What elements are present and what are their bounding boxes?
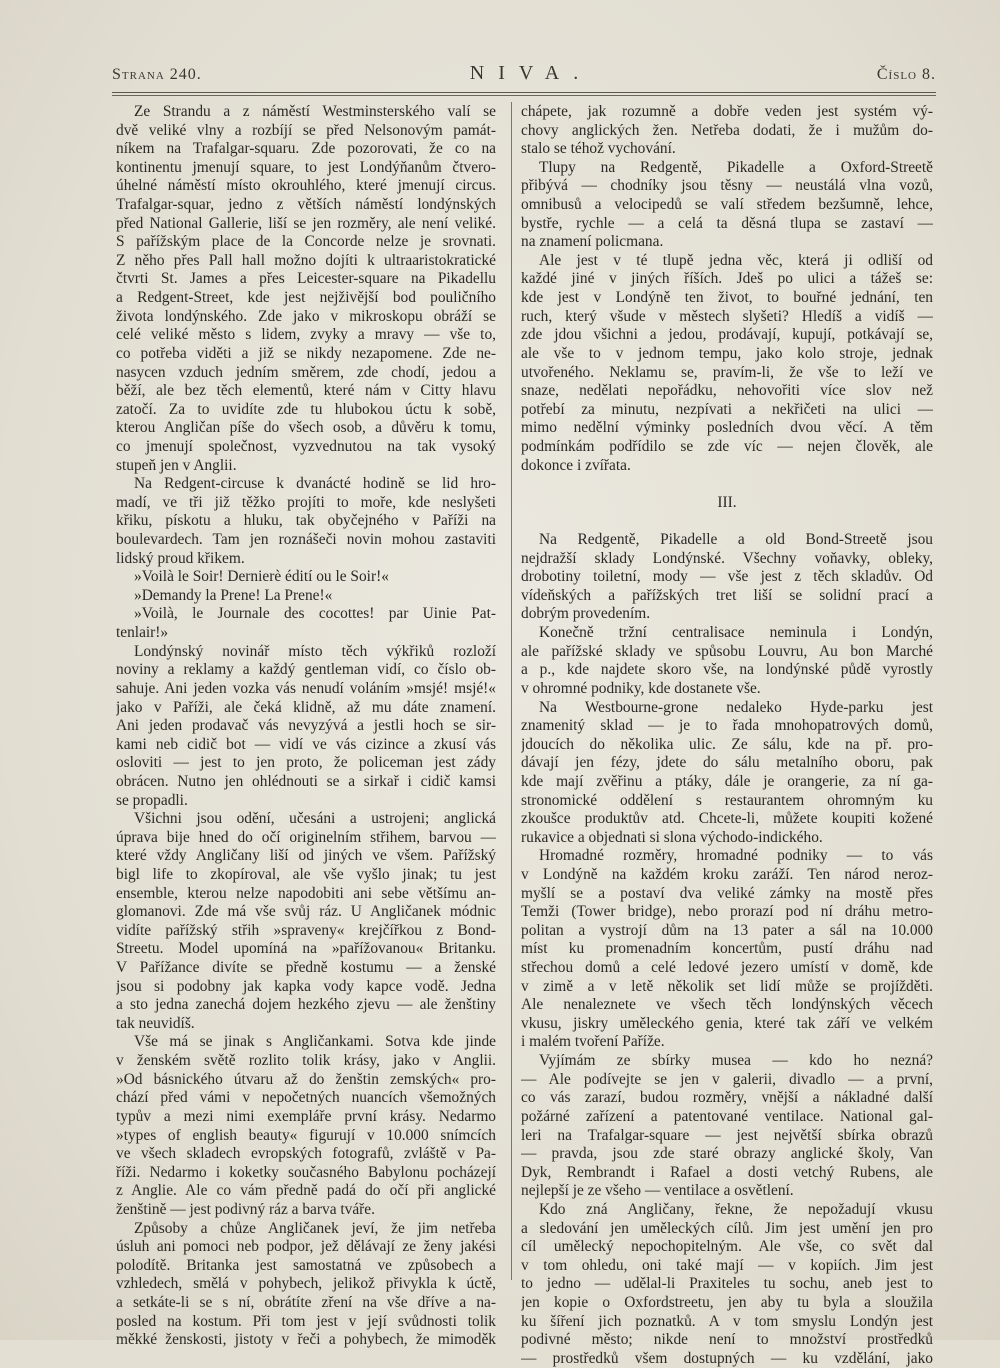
text-line: míst ku promenadním koncertům, pustí dráhu nad: [521, 940, 933, 958]
text-line: jen kopie o Oxfordstreetu, jen aby tu byla a sloužila: [521, 1294, 933, 1311]
text-line: jako v Paříži, ale čeká klidně, až mu dáte znamení.: [116, 698, 496, 716]
text-line: glomanovi. Zde má vše svůj ráz. U Angličanek módnic: [116, 903, 496, 921]
page-header: [112, 62, 936, 88]
text-line: madí, ve tři již těžko projíti to moře, kde neslyšeti: [116, 493, 496, 511]
text-line: boulevardech. Tam jen roznášeči novin mohou zastaviti: [116, 531, 496, 549]
issue-number: Číslo 8.: [876, 66, 936, 83]
text-line: stronomické oddělení s restaurantem ohromným ku: [521, 791, 933, 809]
right-column: [521, 103, 933, 1368]
text-line: Dyk, Rembrandt i Rafael a dosti vetchý Rubens, ale: [521, 1163, 933, 1181]
text-line: a Redgent-Street, kde jest nejživější bod pouličního: [116, 289, 496, 307]
text-line: ku šíření jich poznatků. A v tom smyslu Londýn jest: [521, 1312, 933, 1330]
text-line: Z něho přes Pall hall možno dojíti k ultraaristokratické: [116, 251, 496, 269]
text-line: měkké ženskosti, jistoty v řeči a pohybech, že mimoděk: [116, 1331, 496, 1349]
text-line: ale vše to v jednom tempu, jako kolo stroje, jednak: [521, 344, 933, 362]
text-line: kami neb cidič bot — vidí ve vás cizince a zkusí vás: [116, 735, 496, 753]
text-line: ensemble, kterou nelze napodobiti ani sebe většímu an-: [116, 884, 496, 902]
text-line: drobotiny toiletní, mody — vše jest z těch skladův. Od: [521, 568, 933, 586]
text-line: a sledování jen uměleckých cílů. Jim jest umění jen pro: [521, 1219, 933, 1237]
text-line: nasycen vzduch jedním směrem, zde chodí, jedou a: [116, 363, 496, 381]
text-line: potřebí za minutu, nezpívati a nekřičeti na ulici —: [521, 400, 933, 418]
text-line: a sto jedna zanechá dojem hezkého zjevu — ale ženštiny: [116, 996, 496, 1014]
text-line: chází před vámi v nepočetných nuancích všemožných: [116, 1089, 496, 1107]
text-line: polodítě. Britanka jest samostatná ve způsobech a: [116, 1256, 496, 1274]
text-line: cíl umělecký nepochopitelným. Ale vše, co svět dal: [521, 1238, 933, 1256]
text-line: »Voilà le Soir! Dernierè édití ou le Soir!«: [134, 568, 389, 586]
text-line: tak neuvidíš.: [116, 1014, 195, 1032]
text-line: osloviti — jest to jen proto, že policeman jest zády: [116, 754, 496, 772]
text-line: — prostředků všem dostupných — ku vzdělání, jako: [521, 1349, 933, 1367]
text-line: »Voilà, le Journale des cocottes! par Uinie Pat-: [134, 605, 496, 623]
text-line: noviny a reklamy a každý gentleman vidí, co číslo ob-: [116, 661, 496, 679]
left-column: [116, 103, 496, 1350]
text-line: se propadli.: [116, 791, 188, 809]
text-line: omnibusů a velocipedů se valí středem bezšumně, lehce,: [521, 196, 933, 214]
text-line: na znamení policmana.: [521, 233, 664, 251]
text-line: Kdo zná Angličany, řekne, že nepožadují vkusu: [539, 1200, 933, 1218]
text-line: vkusu, jiskry uměleckého genia, které tak září ve velkém: [521, 1014, 933, 1032]
text-line: Trafalgar-squar, jedno z větších náměstí londýnských: [116, 196, 496, 214]
text-line: tenlair!»: [116, 624, 169, 642]
text-line: Ze Strandu a z náměstí Westminsterského valí se: [134, 103, 496, 120]
text-line: — Ale podívejte se jen v galerii, divadlo — a první,: [521, 1070, 933, 1088]
text-line: to jedno — udělal-li Praxiteles tu sochu, aneb jest to: [521, 1275, 933, 1293]
text-line: mimo nedělní výminky posledních dvou věcí. A těm: [521, 419, 933, 437]
text-line: ženštině — jest podivný ráz a barva tváře.: [116, 1200, 375, 1218]
text-line: dvě veliké vlny a rozbíjí se před Nelsonovým památ-: [116, 121, 496, 139]
text-line: co potřeba viděti a již se nikdy nezapomene. Zde ne-: [116, 344, 496, 362]
text-line: Londýnský novinář místo těch výkřiků rozloží: [134, 642, 496, 660]
text-line: přibývá — chodníky jsou těsny — neustálá vlna vozů,: [521, 177, 933, 195]
text-line: Temži (Tower bridge), nebo prorazí pod ní dráhu metro-: [521, 903, 933, 921]
text-line: stalo se téhož vychování.: [521, 140, 676, 158]
text-line: co jmenují společnost, vyzvednutou na tak vysoký: [116, 437, 496, 455]
text-line: Tlupy na Redgentě, Pikadelle a Oxford-Streetě: [539, 158, 933, 176]
text-line: Vyjímám ze sbírky musea — kdo ho nezná?: [539, 1052, 933, 1070]
text-line: podivné město; nikde není to množství prostředků: [521, 1331, 933, 1349]
text-line: co vás zarazí, budou rozměry, vnější a nákladné další: [521, 1089, 933, 1107]
text-line: čtvrti St. James a přes Leicester-square na Pikadellu: [116, 270, 496, 288]
text-line: obrácen. Nutno jen ohlédnouti se a sirkař i cidič kamsi: [116, 772, 496, 790]
text-line: zatočí. Za to uvidíte zde tu hlubokou úctu k sobě,: [116, 400, 496, 418]
text-line: dokonce i zvířata.: [521, 456, 631, 474]
text-line: [521, 475, 933, 494]
text-line: ve všech skladech evropských fotografů, zvláště v Pa-: [116, 1145, 496, 1163]
text-line: Hromadné rozměry, hromadné podniky — to vás: [539, 847, 933, 865]
text-line: Ale nenaleznete ve všech těch londýnských věcech: [521, 996, 933, 1014]
text-line: v tom ohledu, oni také mají — v kopiích. Jim jest: [521, 1256, 933, 1274]
text-line: každé jiné v jiných říších. Jdeš po ulici a tážeš se:: [521, 270, 933, 288]
text-line: v ohromné podniky, kde dostanete vše.: [521, 679, 761, 697]
text-line: a p., kde najdete skoro vše, na londýnské půdě vyrostly: [521, 661, 933, 679]
text-line: Všichni jsou odění, učesáni a ustrojeni; anglická: [134, 810, 496, 828]
text-line: »types of english beauty« figurují v 10.000 snímcích: [116, 1126, 496, 1144]
column-divider: [511, 102, 512, 1280]
text-line: vzhledech, smělá v pohybech, jelikož přivykla k úctě,: [116, 1275, 496, 1293]
text-line: sahuje. Ani jeden vozka vás nenudí voláním »msjé! msjé!«: [116, 679, 496, 697]
text-line: bystře, rychle — a celá ta děsná tlupa se zastaví —: [521, 214, 933, 232]
text-line: kterou Angličan píše do všech osob, a důvěru k tomu,: [116, 419, 496, 437]
text-line: úsluh ani pomoci neb podpor, jež dělávají ze ženy jakési: [116, 1238, 496, 1256]
text-line: Vše má se jinak s Angličankami. Sotva kde jinde: [134, 1033, 496, 1051]
text-line: v Londýně na každém kroku zaráží. Ten národ neroz-: [521, 865, 933, 883]
text-line: v ženském světě rozlito tolik krásy, jako v Anglii.: [116, 1052, 496, 1070]
text-line: celé veliké město s lidem, zvyky a mravy — vše to,: [116, 326, 496, 344]
text-line: Ani jeden prodavač vás nevyzývá a jestli hoch se sir-: [116, 717, 496, 735]
text-line: kde jest v Londýně ten život, to bouřné jednání, ten: [521, 289, 933, 307]
text-line: nejlepší je ze všeho — ventilace a osvětlení.: [521, 1182, 794, 1200]
header-rule: [112, 92, 936, 96]
text-line: i malém tvoření Paříže.: [521, 1033, 665, 1051]
text-line: kontinentu jmenují square, to jest Londýňanům čtvero-: [116, 158, 496, 176]
text-line: — pravda, jsou zde staré obrazy anglické školy, Van: [521, 1145, 933, 1163]
text-line: posled na kostum. Při tom jest v její svůdnosti tolik: [116, 1312, 496, 1330]
text-line: znamenitý sklad — je to řada mnohopatrových domů,: [521, 717, 933, 735]
text-line: vidíte pařížský střih »spraveny« krejčířkou z Bond-: [116, 921, 496, 939]
text-line: zkoušce produktův atd. Chcete-li, můžete koupiti kožené: [521, 810, 933, 828]
text-line: typův a mezi nimi exempláře první krásy. Nedarmo: [116, 1107, 496, 1125]
text-line: podmínkám podřídilo se zde víc — nejen člověk, ale: [521, 437, 933, 455]
text-line: dobrým provedením.: [521, 605, 651, 623]
text-line: leri na Trafalgar-square — jest největší sbírka obrazů: [521, 1126, 933, 1144]
text-line: střechou domů a celé ledové jezero umístí v domě, kde: [521, 959, 933, 977]
text-line: »Od básnického útvaru až do ženštin zemských« pro-: [116, 1070, 496, 1088]
text-line: a setkáte-li se s ní, obrátíte zření na vše dříve a na-: [116, 1294, 496, 1311]
text-line: v zimě a v letě několik set lidí může se projížděti.: [521, 977, 933, 995]
text-line: zde jdou všichni a jedou, prodávají, kupují, potkávají se,: [521, 326, 933, 344]
text-line: jsou si podobny jak kapka vody kapce vodě. Jedna: [116, 977, 496, 995]
text-line: lidský proud křikem.: [116, 549, 245, 567]
text-line: říži. Nedarmo i koketky současného Babylonu pocházejí: [116, 1163, 496, 1181]
text-line: V Pařížance divíte se předně kostumu — a ženské: [116, 959, 496, 977]
page-number: Strana 240.: [112, 66, 202, 83]
journal-title: NIVA.: [469, 62, 593, 84]
text-line: níkem na Trafalgar-squaru. Zde pozorovati, že co na: [116, 140, 496, 158]
text-line: jdoucích do několika ulic. Ze sálu, kde na př. pro-: [521, 735, 933, 753]
text-line: utvořeného. Neklamu se, pravím-li, že vše to leží ve: [521, 363, 933, 381]
text-line: Na Westbourne-grone nedaleko Hyde-parku jest: [539, 698, 933, 716]
text-line: úprava bije hned do očí originelním střihem, barvou —: [116, 828, 496, 846]
text-line: vídeňských a pařížských tret liší se solidní prací a: [521, 586, 933, 604]
text-line: běží, ale bez těch elementů, které nám v Citty hlavu: [116, 382, 496, 400]
text-line: rukavice a objednati si slona východo-indického.: [521, 828, 823, 846]
text-line: stupeň jen v Anglii.: [116, 456, 237, 474]
text-line: ale pařížské sklady ve spůsobu Louvru, Au bon Marché: [521, 642, 933, 660]
text-line: Na Redgent-circuse k dvanácté hodině se lid hro-: [134, 475, 496, 493]
text-line: chovy anglických žen. Netřeba dodati, že i mužům do-: [521, 121, 933, 139]
text-line: politan a vystrojí dům na 13 pater a sál na 10.000: [521, 921, 933, 939]
text-line: [521, 512, 933, 531]
text-line: života londýnského. Zde jako v mikroskopu obráží se: [116, 307, 496, 325]
text-line: nejdražší sklady Londýnské. Všechny voňavky, obleky,: [521, 549, 933, 567]
text-line: z Anglie. Ale co vám předně padá do očí při anglické: [116, 1182, 496, 1200]
text-line: Způsoby a chůze Angličanek jeví, že jim netřeba: [134, 1219, 496, 1237]
text-line: křiku, pískotu a hluku, tak obyčejného v Paříži na: [116, 512, 496, 530]
text-line: snaze, nedělati nepořádku, nehovořiti více slov než: [521, 382, 933, 400]
text-line: myšlí se a postaví dva veliké zámky na mostě přes: [521, 884, 933, 902]
text-line: úhelné náměstí místo okrouhlého, které jmenují circus.: [116, 177, 496, 195]
text-line: požárné zařízení a patentované ventilace. National gal-: [521, 1107, 933, 1125]
text-line: Ale jest v té tlupě jedna věc, která ji odliší od: [539, 251, 933, 269]
text-line: Na Redgentě, Pikadelle a old Bond-Streetě jsou: [539, 531, 933, 549]
text-line: před National Gallerie, liší se jen rozměry, ale není veliké.: [116, 214, 496, 232]
text-line: ruch, který všude v městech slyšeti? Hledíš a vidíš —: [521, 307, 933, 325]
text-line: chápete, jak rozumně a dobře veden jest systém vý-: [521, 103, 933, 120]
text-line: které vždy Angličany liší od jiných ve všem. Pařížský: [116, 847, 496, 865]
section-heading: III.: [717, 493, 737, 511]
text-line: »Demandy la Prene! La Prene!«: [134, 586, 333, 604]
text-line: S pařížským place de la Concorde nelze je srovnati.: [116, 233, 496, 251]
text-line: Streetu. Model upomíná na »pařížovanou« Britanku.: [116, 940, 496, 958]
text-line: bigl life to zkopíroval, ale vše vyšlo jinak; tu jest: [116, 865, 496, 883]
text-line: dávají jen fézy, jdete do sálu metalního oboru, pak: [521, 754, 933, 772]
text-line: Konečně tržní centralisace neminula i Londýn,: [539, 624, 933, 642]
text-line: kde mají zvěřinu a ptáky, dále je orangerie, za ní ga-: [521, 772, 933, 790]
